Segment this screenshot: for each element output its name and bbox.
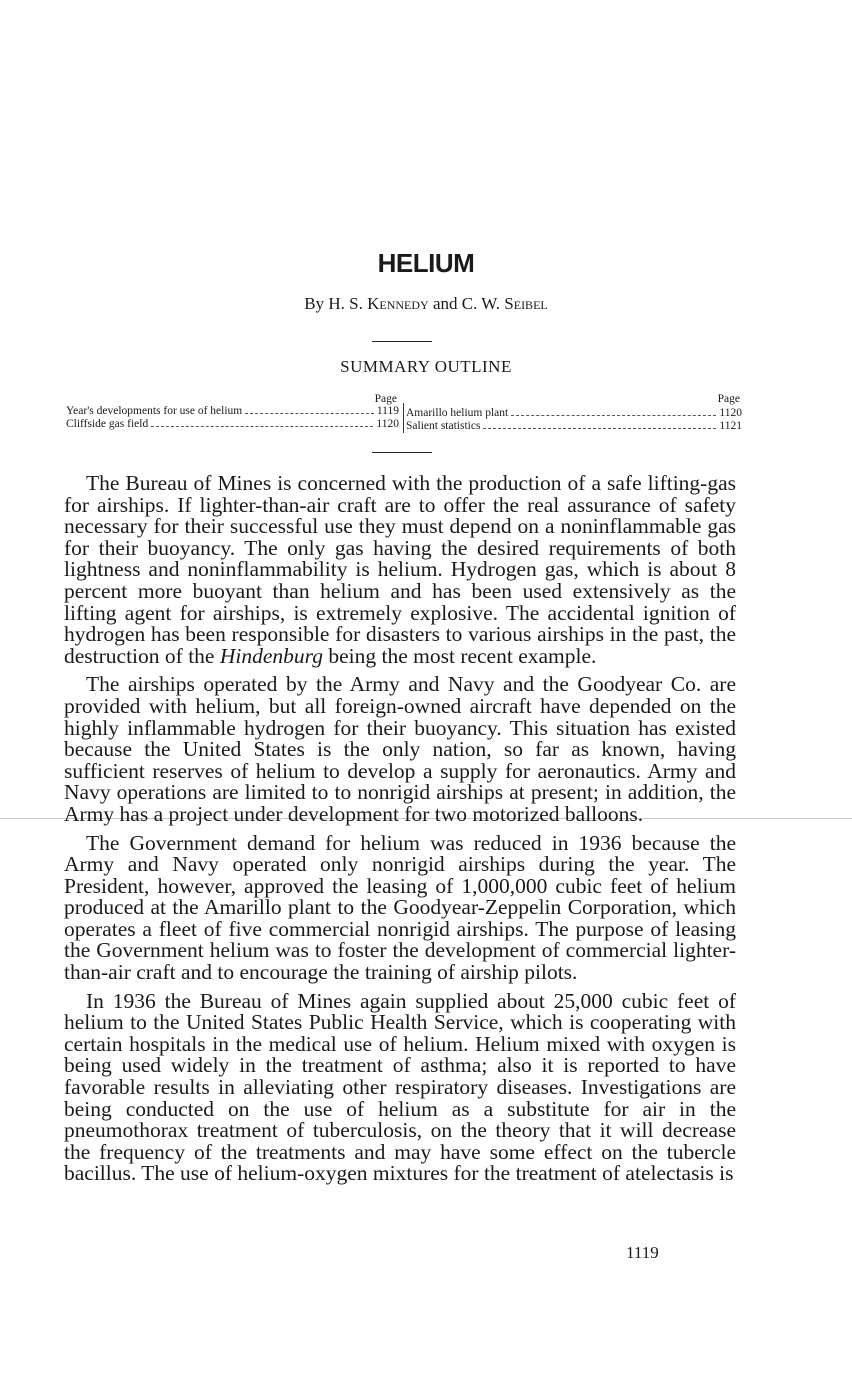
outline-entry[interactable] [66,418,399,430]
byline-conjunction: and [432,294,458,313]
byline [0,294,852,314]
outline-entry-label: Year's developments for use of helium [66,405,243,417]
author1-surname: Kennedy [367,294,429,313]
paragraph-text: being the most recent example. [322,643,597,668]
page-column-label: Page [717,393,740,405]
outline-entry-label: Amarillo helium plant [406,407,509,419]
paragraph-text: The Bureau of Mines is concerned with the production of a safe lifting-gas for airships. If lighter-than-air craft are to offer the real assurance of safety necessary for their successful use they must depend on a noninflammable gas for their buoyancy. The only gas having the desired requirements of both lightness and noninflammability is helium. Hydrogen gas, which is about 8 percent more buoyant than helium and has been used extensively as the lifting agent for airships, is extremely explosive. The accidental ignition of hydrogen has been responsible for disasters to various airships in the past, the destruction of the [64,471,736,668]
byline-prefix: By [304,294,325,313]
paragraph: The Government demand for helium was reduced in 1936 because the Army and Navy operated only nonrigid airships during the year. The President, however, approved the leasing of 1,000,000 cubic feet of helium produced at the Amarillo plant to the Goodyear-Zeppelin Corporation, which operates a fleet of five commercial nonrigid airships. The purpose of leasing the Government helium was to foster the development of commercial lighter-than-air craft and to encourage the training of airship pilots. [64,830,736,985]
paragraph: In 1936 the Bureau of Mines again supplied about 25,000 cubic feet of helium to the United States Public Health Service, which is cooperating with certain hospitals in the medical use of helium. Helium mixed with oxygen is being used widely in the treatment of asthma; also it is reported to have favorable results in alleviating other respiratory diseases. Investigations are being conducted on the use of helium as a substitute for air in the pneumothorax treatment of tuberculosis, on the theory that it will decrease the frequency of the treatments and may have some effect on the tubercle bacillus. The use of helium-oxygen mixtures for the treatment of atelectasis is [64,988,736,1186]
paragraph: The airships operated by the Army and Navy and the Goodyear Co. are provided with helium, but all foreign-owned aircraft have depended on the highly inflammable hydrogen for their buoyancy. This situation has existed because the United States is the only nation, so far as known, having sufficient reserves of helium to develop a supply for aeronautics. Army and Navy operations are limited to to nonrigid airships at present; in addition, the Army has a project under development for two motorized balloons. [64,672,736,826]
leader-dots [245,405,374,414]
page-number: 1119 [626,1243,659,1262]
outline-left-column [66,393,399,437]
page-column-label: Page [374,393,397,405]
outline-entry-label: Salient statistics [406,420,481,432]
outline-right-column [406,393,742,437]
leader-dots [511,407,716,416]
author2-surname: Seibel [504,294,548,313]
outline-entry-page: 1121 [719,420,742,432]
outline-entry-page: 1119 [376,405,399,417]
outline-column-divider [403,403,404,433]
article-body [64,473,736,1192]
paragraph [64,473,736,667]
page-title: HELIUM [377,248,475,278]
outline-entry-page: 1120 [376,418,399,430]
leader-dots [483,420,716,429]
outline-rule [372,452,432,453]
outline-heading: SUMMARY OUTLINE [340,357,512,376]
outline-entry-page: 1120 [719,407,742,419]
outline-entry[interactable] [406,420,742,432]
summary-outline-table [66,393,742,437]
leader-dots [151,418,373,427]
author1-initials: H. S. [328,294,363,313]
author2-initials: C. W. [461,294,501,313]
outline-entry-label: Cliffside gas field [66,418,149,430]
outline-entry[interactable] [406,407,742,419]
title-rule [372,341,432,342]
ship-name-italic: Hindenburg [219,643,323,668]
outline-entry[interactable] [66,405,399,417]
